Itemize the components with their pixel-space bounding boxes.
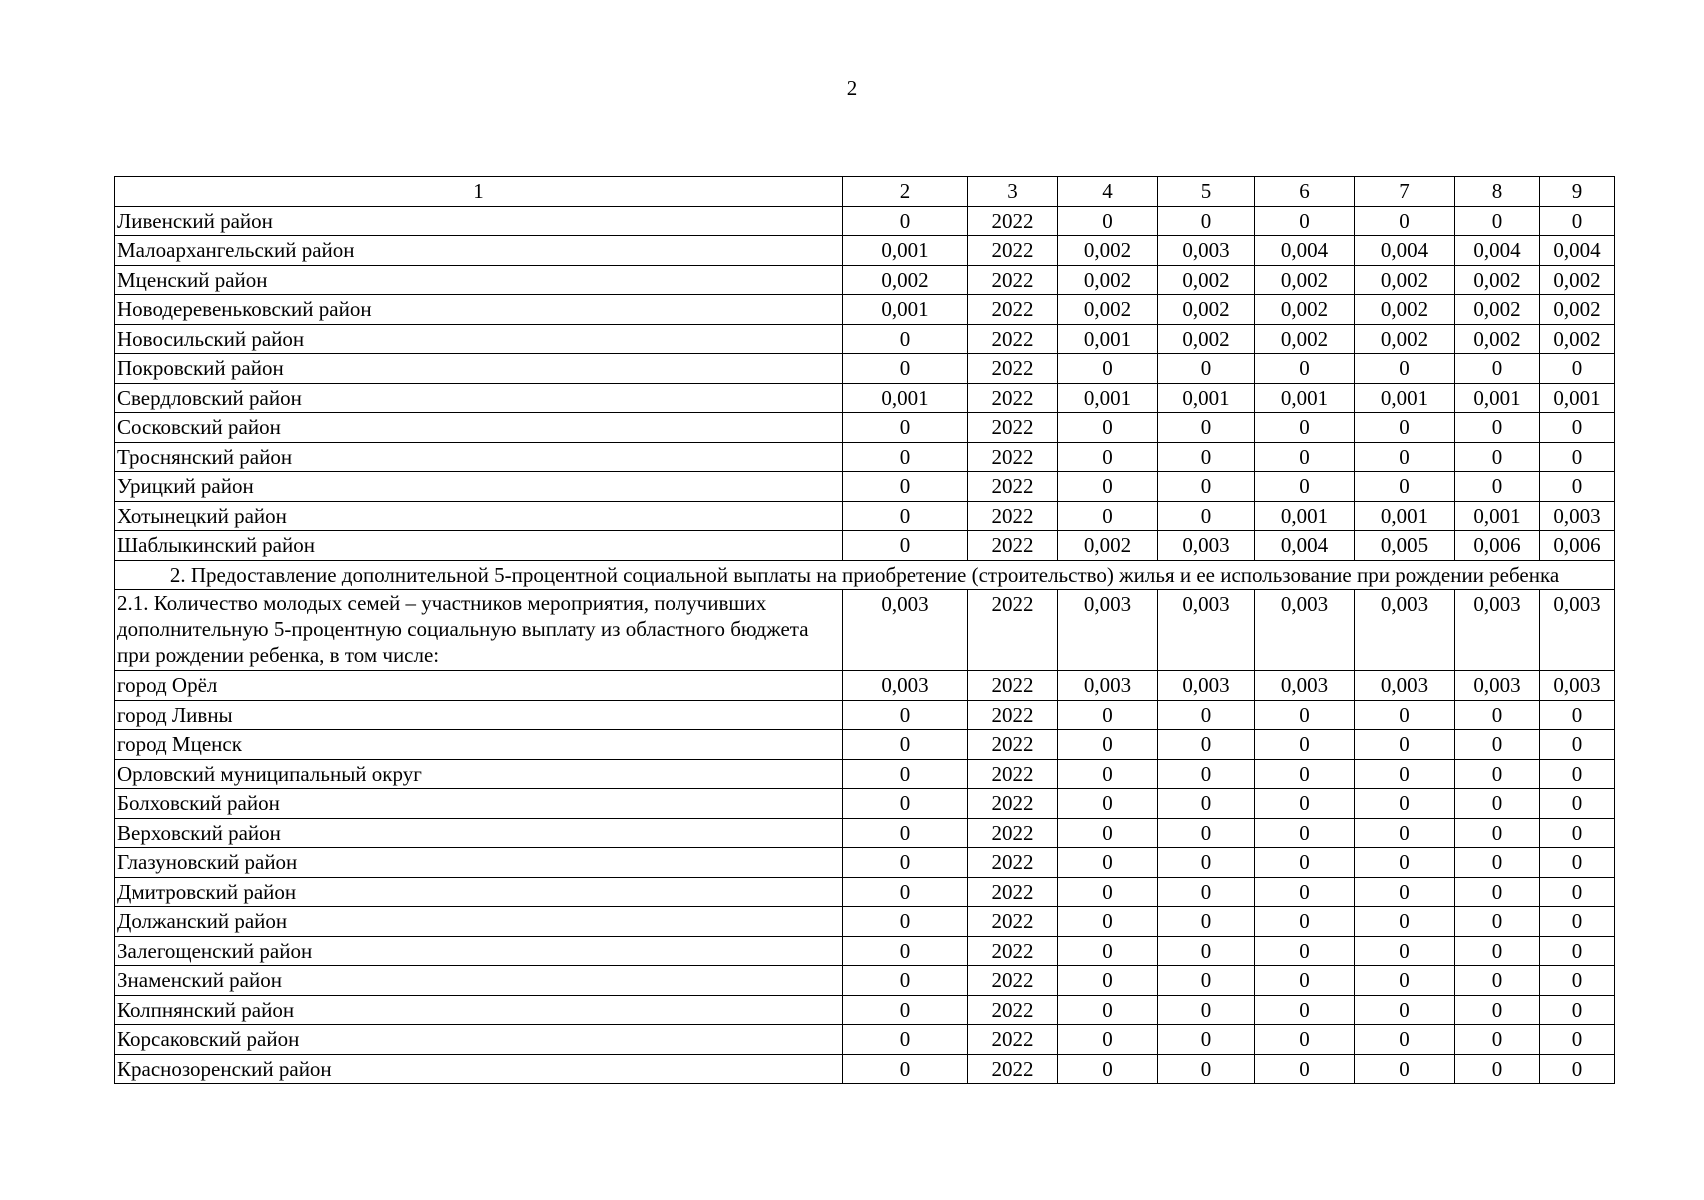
- value-cell: 0: [1255, 413, 1355, 443]
- value-cell: 2022: [968, 966, 1058, 996]
- value-cell: 0: [1540, 877, 1615, 907]
- value-cell: 0: [1540, 907, 1615, 937]
- header-cell: 7: [1355, 177, 1455, 207]
- value-cell: 0: [1058, 907, 1158, 937]
- row-label: 2.1. Количество молодых семей – участников мероприятия, получивших дополнительную 5-процентную социальную выплату из областного бюджета при рождении ребенка, в том числе:: [115, 590, 843, 671]
- value-cell: 0: [1540, 995, 1615, 1025]
- value-cell: 2022: [968, 995, 1058, 1025]
- value-cell: 0: [843, 936, 968, 966]
- value-cell: 0: [1355, 472, 1455, 502]
- value-cell: 0,002: [1158, 265, 1255, 295]
- value-cell: 0: [1058, 413, 1158, 443]
- value-cell: 0: [1540, 700, 1615, 730]
- row-label: Залегощенский район: [115, 936, 843, 966]
- value-cell: 0: [1158, 354, 1255, 384]
- value-cell: 0: [1455, 472, 1540, 502]
- value-cell: 0: [843, 501, 968, 531]
- value-cell: 0,003: [1255, 590, 1355, 671]
- row-label: Болховский район: [115, 789, 843, 819]
- value-cell: 2022: [968, 324, 1058, 354]
- value-cell: 2022: [968, 413, 1058, 443]
- value-cell: 0,002: [1355, 324, 1455, 354]
- value-cell: 0: [1455, 700, 1540, 730]
- value-cell: 0: [1540, 1025, 1615, 1055]
- value-cell: 0: [1058, 501, 1158, 531]
- value-cell: 0,003: [1058, 590, 1158, 671]
- value-cell: 2022: [968, 730, 1058, 760]
- value-cell: 0: [1540, 1054, 1615, 1084]
- value-cell: 0: [1255, 848, 1355, 878]
- value-cell: 0,004: [1255, 236, 1355, 266]
- row-label: Должанский район: [115, 907, 843, 937]
- value-cell: 0: [1255, 995, 1355, 1025]
- value-cell: 0,001: [1455, 501, 1540, 531]
- value-cell: 2022: [968, 206, 1058, 236]
- value-cell: 0: [843, 206, 968, 236]
- table-row: [115, 907, 1615, 937]
- page-number: 2: [846, 76, 858, 100]
- table-row: [115, 789, 1615, 819]
- data-table: [114, 176, 1615, 1084]
- value-cell: 0,001: [1058, 383, 1158, 413]
- value-cell: 0: [1255, 877, 1355, 907]
- value-cell: 0: [1455, 995, 1540, 1025]
- value-cell: 0,003: [1455, 590, 1540, 671]
- value-cell: 0: [1540, 848, 1615, 878]
- value-cell: 0: [1355, 206, 1455, 236]
- row-label: город Ливны: [115, 700, 843, 730]
- value-cell: 0: [1158, 789, 1255, 819]
- value-cell: 0: [843, 531, 968, 561]
- value-cell: 0: [843, 442, 968, 472]
- value-cell: 0: [1058, 442, 1158, 472]
- value-cell: 0,002: [1158, 295, 1255, 325]
- value-cell: 2022: [968, 907, 1058, 937]
- value-cell: 0: [1158, 848, 1255, 878]
- value-cell: 0,001: [1355, 383, 1455, 413]
- value-cell: 0: [1255, 907, 1355, 937]
- value-cell: 0: [1540, 936, 1615, 966]
- value-cell: 0,004: [1255, 531, 1355, 561]
- value-cell: 0,002: [1540, 324, 1615, 354]
- header-cell: 8: [1455, 177, 1540, 207]
- value-cell: 0: [1255, 442, 1355, 472]
- value-cell: 2022: [968, 759, 1058, 789]
- value-cell: 0: [1158, 966, 1255, 996]
- value-cell: 0: [1058, 1025, 1158, 1055]
- value-cell: 0,002: [1255, 295, 1355, 325]
- table-row: [115, 236, 1615, 266]
- value-cell: 0: [1455, 759, 1540, 789]
- value-cell: 0,003: [1255, 671, 1355, 701]
- table-row: [115, 472, 1615, 502]
- value-cell: 0: [1540, 472, 1615, 502]
- value-cell: 0,003: [1355, 590, 1455, 671]
- table-row: [115, 818, 1615, 848]
- row-label: Сосковский район: [115, 413, 843, 443]
- value-cell: 0: [1058, 700, 1158, 730]
- table-row: [115, 730, 1615, 760]
- value-cell: 0: [843, 730, 968, 760]
- header-cell: 3: [968, 177, 1058, 207]
- table-row: [115, 1025, 1615, 1055]
- value-cell: 0: [1158, 442, 1255, 472]
- value-cell: 0,003: [1158, 671, 1255, 701]
- value-cell: 0,006: [1540, 531, 1615, 561]
- value-cell: 0,003: [843, 590, 968, 671]
- value-cell: 0: [1455, 442, 1540, 472]
- value-cell: 0: [1355, 966, 1455, 996]
- value-cell: 0,001: [843, 236, 968, 266]
- value-cell: 0: [1455, 848, 1540, 878]
- value-cell: 0: [1540, 206, 1615, 236]
- value-cell: 2022: [968, 265, 1058, 295]
- value-cell: 0: [843, 759, 968, 789]
- value-cell: 0,002: [1455, 265, 1540, 295]
- value-cell: 0,002: [1058, 265, 1158, 295]
- value-cell: 2022: [968, 877, 1058, 907]
- table-row: [115, 671, 1615, 701]
- value-cell: 0: [843, 472, 968, 502]
- value-cell: 0,003: [1540, 590, 1615, 671]
- header-cell: 6: [1255, 177, 1355, 207]
- value-cell: 0: [1455, 1054, 1540, 1084]
- table-row: [115, 206, 1615, 236]
- value-cell: 0: [1058, 848, 1158, 878]
- row-label: Знаменский район: [115, 966, 843, 996]
- value-cell: 0,001: [843, 295, 968, 325]
- value-cell: 0: [1255, 759, 1355, 789]
- value-cell: 0,001: [1355, 501, 1455, 531]
- header-cell: 2: [843, 177, 968, 207]
- row-label: Ливенский район: [115, 206, 843, 236]
- value-cell: 0: [1455, 413, 1540, 443]
- table-row: [115, 295, 1615, 325]
- value-cell: 2022: [968, 442, 1058, 472]
- value-cell: 2022: [968, 472, 1058, 502]
- row-label: Колпнянский район: [115, 995, 843, 1025]
- row-label: Дмитровский район: [115, 877, 843, 907]
- value-cell: 0,002: [1540, 295, 1615, 325]
- value-cell: 0: [1255, 789, 1355, 819]
- value-cell: 0: [1255, 472, 1355, 502]
- section-row: [115, 560, 1615, 590]
- value-cell: 0: [1158, 730, 1255, 760]
- value-cell: 2022: [968, 383, 1058, 413]
- value-cell: 2022: [968, 236, 1058, 266]
- value-cell: 0: [843, 1054, 968, 1084]
- value-cell: 0: [843, 1025, 968, 1055]
- value-cell: 0: [1158, 759, 1255, 789]
- value-cell: 2022: [968, 848, 1058, 878]
- table-row: [115, 501, 1615, 531]
- value-cell: 0: [1455, 936, 1540, 966]
- table-row: [115, 700, 1615, 730]
- value-cell: 0: [1058, 472, 1158, 502]
- value-cell: 0: [1355, 759, 1455, 789]
- header-cell: 4: [1058, 177, 1158, 207]
- value-cell: 0: [1355, 354, 1455, 384]
- row-label: Глазуновский район: [115, 848, 843, 878]
- value-cell: 0,004: [1355, 236, 1455, 266]
- value-cell: 0: [1455, 818, 1540, 848]
- value-cell: 0,004: [1540, 236, 1615, 266]
- value-cell: 0: [1355, 789, 1455, 819]
- value-cell: 0,002: [1355, 295, 1455, 325]
- value-cell: 0: [1255, 966, 1355, 996]
- value-cell: 0: [1058, 877, 1158, 907]
- value-cell: 0,001: [1158, 383, 1255, 413]
- value-cell: 0,003: [1355, 671, 1455, 701]
- table-row: [115, 265, 1615, 295]
- value-cell: 0: [1355, 995, 1455, 1025]
- value-cell: 0,002: [1058, 295, 1158, 325]
- row-label: город Орёл: [115, 671, 843, 701]
- value-cell: 0: [1058, 818, 1158, 848]
- row-label: Новодеревеньковский район: [115, 295, 843, 325]
- value-cell: 0: [1058, 730, 1158, 760]
- value-cell: 0,003: [1158, 590, 1255, 671]
- table-row: [115, 848, 1615, 878]
- value-cell: 0: [1255, 700, 1355, 730]
- table-row: [115, 531, 1615, 561]
- header-cell: 9: [1540, 177, 1615, 207]
- table-row: [115, 995, 1615, 1025]
- value-cell: 0: [1540, 759, 1615, 789]
- value-cell: 0: [1455, 354, 1540, 384]
- value-cell: 2022: [968, 1054, 1058, 1084]
- value-cell: 0: [1158, 995, 1255, 1025]
- value-cell: 0: [843, 324, 968, 354]
- value-cell: 0: [1455, 877, 1540, 907]
- value-cell: 0: [1058, 966, 1158, 996]
- value-cell: 2022: [968, 700, 1058, 730]
- table-row: [115, 442, 1615, 472]
- header-row: [115, 177, 1615, 207]
- value-cell: 0: [1058, 354, 1158, 384]
- value-cell: 0,003: [1158, 531, 1255, 561]
- value-cell: 0,006: [1455, 531, 1540, 561]
- value-cell: 0: [843, 995, 968, 1025]
- value-cell: 0: [1158, 1025, 1255, 1055]
- row-label: город Мценск: [115, 730, 843, 760]
- value-cell: 0: [1355, 936, 1455, 966]
- row-label: Верховский район: [115, 818, 843, 848]
- value-cell: 0,003: [1158, 236, 1255, 266]
- value-cell: 0,002: [1540, 265, 1615, 295]
- value-cell: 0: [1255, 1025, 1355, 1055]
- value-cell: 0: [1158, 501, 1255, 531]
- value-cell: 0,003: [843, 671, 968, 701]
- value-cell: 0: [1255, 936, 1355, 966]
- row-label: Шаблыкинский район: [115, 531, 843, 561]
- value-cell: 0: [1158, 907, 1255, 937]
- value-cell: 0: [1540, 789, 1615, 819]
- table-row: [115, 354, 1615, 384]
- value-cell: 0: [843, 789, 968, 819]
- row-label: Малоархангельский район: [115, 236, 843, 266]
- value-cell: 0: [1255, 206, 1355, 236]
- value-cell: 0: [1540, 354, 1615, 384]
- row-label: Троснянский район: [115, 442, 843, 472]
- value-cell: 0: [1158, 472, 1255, 502]
- value-cell: 0: [843, 700, 968, 730]
- value-cell: 0,001: [1255, 501, 1355, 531]
- row-label: Корсаковский район: [115, 1025, 843, 1055]
- value-cell: 0: [1355, 877, 1455, 907]
- value-cell: 2022: [968, 789, 1058, 819]
- value-cell: 0: [1058, 995, 1158, 1025]
- value-cell: 0,001: [843, 383, 968, 413]
- value-cell: 0: [1058, 1054, 1158, 1084]
- table-body: [115, 177, 1615, 1084]
- value-cell: 0: [1455, 789, 1540, 819]
- value-cell: 2022: [968, 531, 1058, 561]
- value-cell: 2022: [968, 936, 1058, 966]
- row-label: Новосильский район: [115, 324, 843, 354]
- value-cell: 0: [1355, 1025, 1455, 1055]
- value-cell: 0,003: [1455, 671, 1540, 701]
- table-row: [115, 966, 1615, 996]
- header-cell: 1: [115, 177, 843, 207]
- value-cell: 0: [1540, 730, 1615, 760]
- value-cell: 0: [1158, 413, 1255, 443]
- value-cell: 0,001: [1540, 383, 1615, 413]
- value-cell: 2022: [968, 501, 1058, 531]
- value-cell: 0: [1255, 730, 1355, 760]
- value-cell: 0: [1158, 700, 1255, 730]
- value-cell: 0,002: [1255, 324, 1355, 354]
- value-cell: 0: [1355, 413, 1455, 443]
- value-cell: 2022: [968, 590, 1058, 671]
- value-cell: 0: [843, 413, 968, 443]
- value-cell: 2022: [968, 354, 1058, 384]
- value-cell: 2022: [968, 295, 1058, 325]
- value-cell: 0: [843, 818, 968, 848]
- value-cell: 0: [1540, 413, 1615, 443]
- value-cell: 2022: [968, 818, 1058, 848]
- value-cell: 0,002: [1455, 295, 1540, 325]
- section-title: 2. Предоставление дополнительной 5-процентной социальной выплаты на приобретение (строительство) жилья и ее использование при рождении ребенка: [115, 560, 1615, 590]
- value-cell: 0: [1455, 730, 1540, 760]
- row-label: Покровский район: [115, 354, 843, 384]
- value-cell: 0: [1058, 936, 1158, 966]
- value-cell: 0: [843, 354, 968, 384]
- value-cell: 0,001: [1255, 383, 1355, 413]
- value-cell: 0: [1355, 700, 1455, 730]
- value-cell: 0: [1355, 1054, 1455, 1084]
- row-label: Орловский муниципальный округ: [115, 759, 843, 789]
- value-cell: 0,002: [1058, 236, 1158, 266]
- value-cell: 0,005: [1355, 531, 1455, 561]
- value-cell: 0: [1255, 1054, 1355, 1084]
- value-cell: 0: [843, 848, 968, 878]
- value-cell: 0,003: [1540, 501, 1615, 531]
- table-row: [115, 324, 1615, 354]
- value-cell: 0: [1355, 907, 1455, 937]
- table-row: [115, 383, 1615, 413]
- value-cell: 0: [1455, 1025, 1540, 1055]
- value-cell: 0: [1058, 759, 1158, 789]
- value-cell: 0: [1355, 818, 1455, 848]
- table-row: [115, 1054, 1615, 1084]
- value-cell: 0,004: [1455, 236, 1540, 266]
- value-cell: 0: [1158, 1054, 1255, 1084]
- value-cell: 0: [1255, 354, 1355, 384]
- table-row: [115, 413, 1615, 443]
- value-cell: 0: [1058, 789, 1158, 819]
- value-cell: 0: [1355, 848, 1455, 878]
- value-cell: 0: [1158, 206, 1255, 236]
- value-cell: 0,001: [1058, 324, 1158, 354]
- value-cell: 0: [1158, 936, 1255, 966]
- value-cell: 0: [1158, 877, 1255, 907]
- value-cell: 0: [1158, 818, 1255, 848]
- value-cell: 0,002: [843, 265, 968, 295]
- value-cell: 2022: [968, 671, 1058, 701]
- value-cell: 0: [1355, 442, 1455, 472]
- value-cell: 0: [1255, 818, 1355, 848]
- value-cell: 0: [1540, 442, 1615, 472]
- value-cell: 0: [843, 907, 968, 937]
- row-label: Мценский район: [115, 265, 843, 295]
- value-cell: 0: [1455, 966, 1540, 996]
- value-cell: 0: [1355, 730, 1455, 760]
- table-row: [115, 936, 1615, 966]
- value-cell: 0,002: [1255, 265, 1355, 295]
- value-cell: 0,002: [1058, 531, 1158, 561]
- value-cell: 0: [1455, 206, 1540, 236]
- value-cell: 0: [1058, 206, 1158, 236]
- row-label: Свердловский район: [115, 383, 843, 413]
- header-cell: 5: [1158, 177, 1255, 207]
- value-cell: 0: [1455, 907, 1540, 937]
- value-cell: 0: [843, 877, 968, 907]
- value-cell: 0,001: [1455, 383, 1540, 413]
- value-cell: 0,002: [1158, 324, 1255, 354]
- row-label: Урицкий район: [115, 472, 843, 502]
- value-cell: 0: [843, 966, 968, 996]
- row-label: Хотынецкий район: [115, 501, 843, 531]
- value-cell: 0,002: [1355, 265, 1455, 295]
- value-cell: 0,003: [1540, 671, 1615, 701]
- table-row: [115, 590, 1615, 671]
- value-cell: 0,003: [1058, 671, 1158, 701]
- value-cell: 0: [1540, 966, 1615, 996]
- value-cell: 0: [1540, 818, 1615, 848]
- value-cell: 0,002: [1455, 324, 1540, 354]
- row-label: Краснозоренский район: [115, 1054, 843, 1084]
- table-row: [115, 759, 1615, 789]
- value-cell: 2022: [968, 1025, 1058, 1055]
- table-row: [115, 877, 1615, 907]
